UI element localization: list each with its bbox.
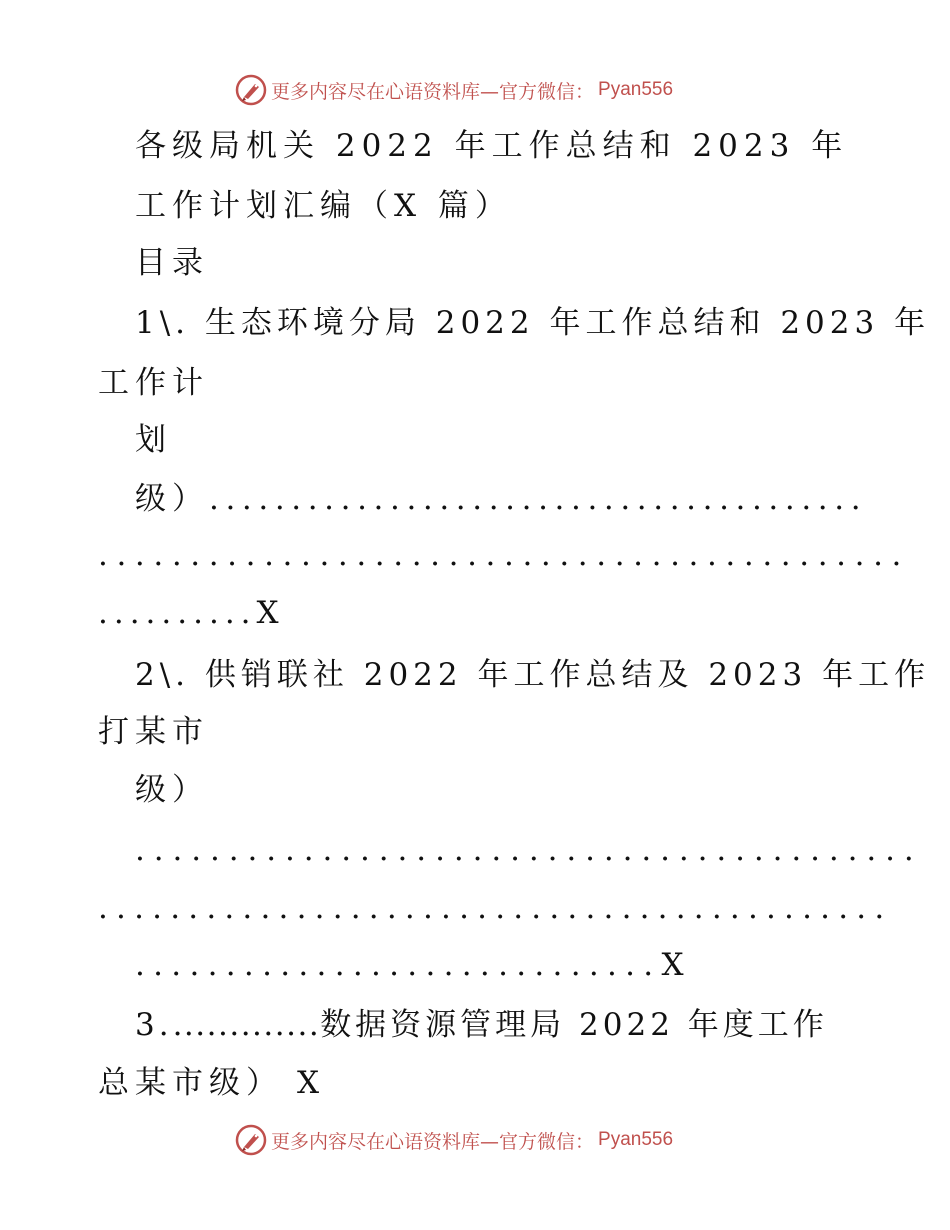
toc-entry-1-line-1: 1\. 生态环境分局 2022 年工作总结和 2023 年 [135,305,931,341]
toc-entry-2-line-3: 级） [135,772,209,808]
banner-text: 更多内容尽在心语资料库—官方微信： [271,80,595,103]
toc-entry-1-label: 级） [135,481,209,517]
banner-text: 更多内容尽在心语资料库—官方微信： [271,1130,595,1153]
toc-entry-2-leader-3: ............................. [135,947,662,983]
toc-entry-1-leader-3: .......... [98,595,257,631]
banner-wechat-id: Pyan556 [598,1129,674,1150]
toc-entry-3-label: 总某市级） [98,1065,283,1101]
toc-entry-2-line-6 [135,947,690,983]
document-title-line-2: 工作计划汇编（X 篇） [135,188,512,224]
toc-heading: 目录 [135,245,209,281]
toc-entry-1-line-3: 划 [135,422,172,458]
toc-entry-1-leader-2: ............................................ [98,537,910,573]
document-title-line-1: 各级局机关 2022 年工作总结和 2023 年 [135,128,849,164]
toc-entry-2-line-1: 2\. 供销联社 2022 年工作总结及 2023 年工作 [135,657,931,693]
toc-entry-3-line-2 [98,1065,326,1101]
toc-entry-2-leader-1: .......................................... [135,832,923,868]
toc-entry-1-leader-1: ........................................ [209,481,868,517]
toc-entry-1-page: X [256,595,285,631]
toc-entry-1-line-6 [98,595,285,631]
footer-banner [235,1122,673,1158]
toc-entry-2-page: X [661,947,690,983]
pen-logo-icon [235,74,267,106]
toc-entry-3-page: X [297,1065,326,1101]
pen-logo-icon [235,1124,267,1156]
toc-entry-1-line-2: 工作计 [98,365,209,401]
toc-entry-1-line-4 [135,481,868,517]
header-banner [235,72,673,108]
toc-entry-2-leader-2: ............................................ [98,890,893,926]
toc-entry-3-leader: ............. [172,1007,321,1043]
toc-entry-2-line-2: 打某市 [98,714,209,750]
toc-entry-3-number: 3. [135,1007,173,1043]
banner-wechat-id: Pyan556 [598,79,674,100]
toc-entry-3-title: 数据资源管理局 2022 年度工作 [320,1007,828,1043]
toc-entry-3-line-1 [135,1007,828,1043]
